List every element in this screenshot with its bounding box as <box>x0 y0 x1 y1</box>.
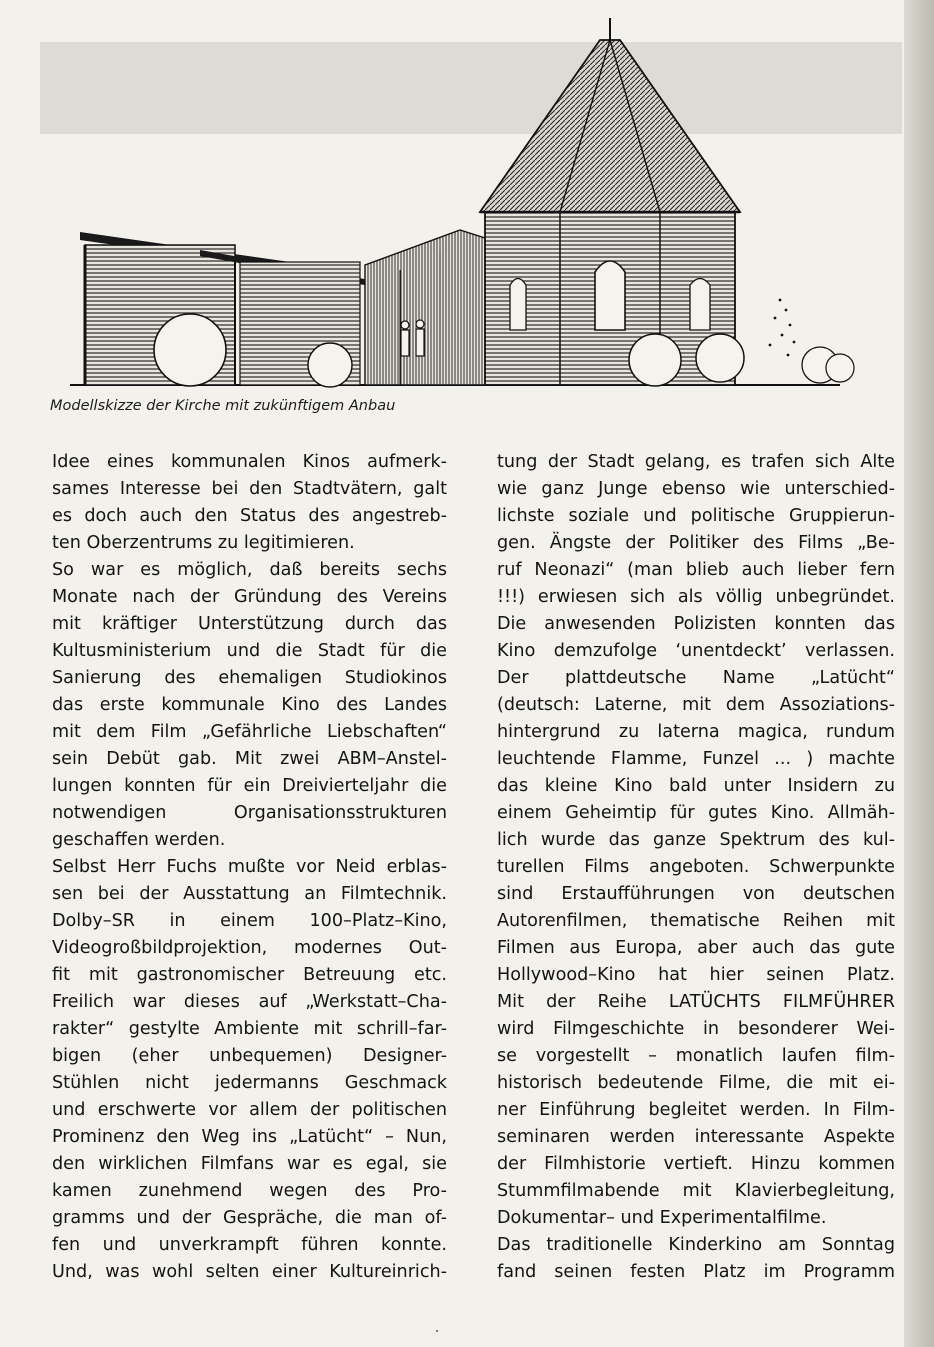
text-line: (deutsch: Laterne, mit dem Assoziations- <box>497 695 895 715</box>
sketch-svg <box>40 0 902 400</box>
text-line: Dolby–SR in einem 100–Platz–Kino, <box>52 911 447 931</box>
text-line: Und, was wohl selten einer Kultureinrich- <box>52 1262 447 1282</box>
text-line: Der plattdeutsche Name „Latücht“ <box>497 668 895 688</box>
text-line: sen bei der Ausstattung an Filmtechnik. <box>52 884 447 904</box>
text-line: gen. Ängste der Politiker des Films „Be- <box>497 533 895 553</box>
text-line: leuchtende Flamme, Funzel ... ) machte <box>497 749 895 769</box>
text-line: Kino demzufolge ‘unentdeckt’ verlassen. <box>497 641 895 661</box>
text-line: bigen (eher unbequemen) Designer- <box>52 1046 447 1066</box>
text-line: Idee eines kommunalen Kinos aufmerk- <box>52 452 447 472</box>
text-line: seminaren werden interessante Aspekte <box>497 1127 895 1147</box>
text-line: lichste soziale und politische Gruppierun- <box>497 506 895 526</box>
page-speck <box>436 1330 438 1332</box>
text-line: mit dem Film „Gefährliche Liebschaften“ <box>52 722 447 742</box>
text-line: wird Filmgeschichte in besonderer Wei- <box>497 1019 895 1039</box>
text-line: historisch bedeutende Filme, die mit ei- <box>497 1073 895 1093</box>
text-column-right <box>497 449 895 1286</box>
text-line: rakter“ gestylte Ambiente mit schrill–far- <box>52 1019 447 1039</box>
church-model-sketch-illustration <box>40 0 902 400</box>
text-line: Filmen aus Europa, aber auch das gute <box>497 938 895 958</box>
text-line: Selbst Herr Fuchs mußte vor Neid erblas- <box>52 857 447 877</box>
text-line: Videogroßbildprojektion, modernes Out- <box>52 938 447 958</box>
text-line: Prominenz den Weg ins „Latücht“ – Nun, <box>52 1127 447 1147</box>
text-line: hintergrund zu laterna magica, rundum <box>497 722 895 742</box>
text-line: fit mit gastronomischer Betreuung etc. <box>52 965 447 985</box>
text-line: Stühlen nicht jedermanns Geschmack <box>52 1073 447 1093</box>
text-line: Monate nach der Gründung des Vereins <box>52 587 447 607</box>
text-line: turellen Films angeboten. Schwerpunkte <box>497 857 895 877</box>
text-line: das kleine Kino bald unter Insidern zu <box>497 776 895 796</box>
page-edge-shadow <box>904 0 934 1347</box>
text-line: einem Geheimtip für gutes Kino. Allmäh- <box>497 803 895 823</box>
text-line: wie ganz Junge ebenso wie unterschied- <box>497 479 895 499</box>
text-line: Stummfilmabende mit Klavierbegleitung, <box>497 1181 895 1201</box>
text-line: Das traditionelle Kinderkino am Sonntag <box>497 1235 895 1255</box>
text-line: notwendigen Organisationsstrukturen <box>52 803 447 823</box>
text-line: Autorenfilmen, thematische Reihen mit <box>497 911 895 931</box>
text-column-left <box>52 449 447 1286</box>
text-line: tung der Stadt gelang, es trafen sich Alte <box>497 452 895 472</box>
text-line: den wirklichen Filmfans war es egal, sie <box>52 1154 447 1174</box>
text-line: lungen konnten für ein Dreivierteljahr die <box>52 776 447 796</box>
text-line: sein Debüt gab. Mit zwei ABM–Anstel- <box>52 749 447 769</box>
text-line: Mit der Reihe LATÜCHTS FILMFÜHRER <box>497 992 895 1012</box>
text-line: fand seinen festen Platz im Programm <box>497 1262 895 1282</box>
text-line: fen und unverkrampft führen konnte. <box>52 1235 447 1255</box>
text-line: Hollywood–Kino hat hier seinen Platz. <box>497 965 895 985</box>
text-line: ten Oberzentrums zu legitimieren. <box>52 533 355 553</box>
text-line: Kultusministerium und die Stadt für die <box>52 641 447 661</box>
text-line: kamen zunehmend wegen des Pro- <box>52 1181 447 1201</box>
text-line: So war es möglich, daß bereits sechs <box>52 560 447 580</box>
figure-caption: Modellskizze der Kirche mit zukünftigem Anbau <box>50 398 396 414</box>
text-line: ner Einführung begleitet werden. In Film- <box>497 1100 895 1120</box>
text-line: es doch auch den Status des angestreb- <box>52 506 447 526</box>
text-line: das erste kommunale Kino des Landes <box>52 695 447 715</box>
text-line: geschaffen werden. <box>52 830 226 850</box>
text-line: lich wurde das ganze Spektrum des kul- <box>497 830 895 850</box>
text-line: sind Erstaufführungen von deutschen <box>497 884 895 904</box>
text-line: !!!) erwiesen sich als völlig unbegründet. <box>497 587 895 607</box>
text-line: gramms und der Gespräche, die man of- <box>52 1208 447 1228</box>
text-line: Die anwesenden Polizisten konnten das <box>497 614 895 634</box>
text-line: ruf Neonazi“ (man blieb auch lieber fern <box>497 560 895 580</box>
text-line: mit kräftiger Unterstützung durch das <box>52 614 447 634</box>
text-line: se vorgestellt – monatlich laufen film- <box>497 1046 895 1066</box>
text-line: sames Interesse bei den Stadtvätern, galt <box>52 479 447 499</box>
text-line: der Filmhistorie vertieft. Hinzu kommen <box>497 1154 895 1174</box>
text-line: Dokumentar– und Experimentalfilme. <box>497 1208 827 1228</box>
text-line: Sanierung des ehemaligen Studiokinos <box>52 668 447 688</box>
text-line: Freilich war dieses auf „Werkstatt–Cha- <box>52 992 447 1012</box>
text-line: und erschwerte vor allem der politischen <box>52 1100 447 1120</box>
